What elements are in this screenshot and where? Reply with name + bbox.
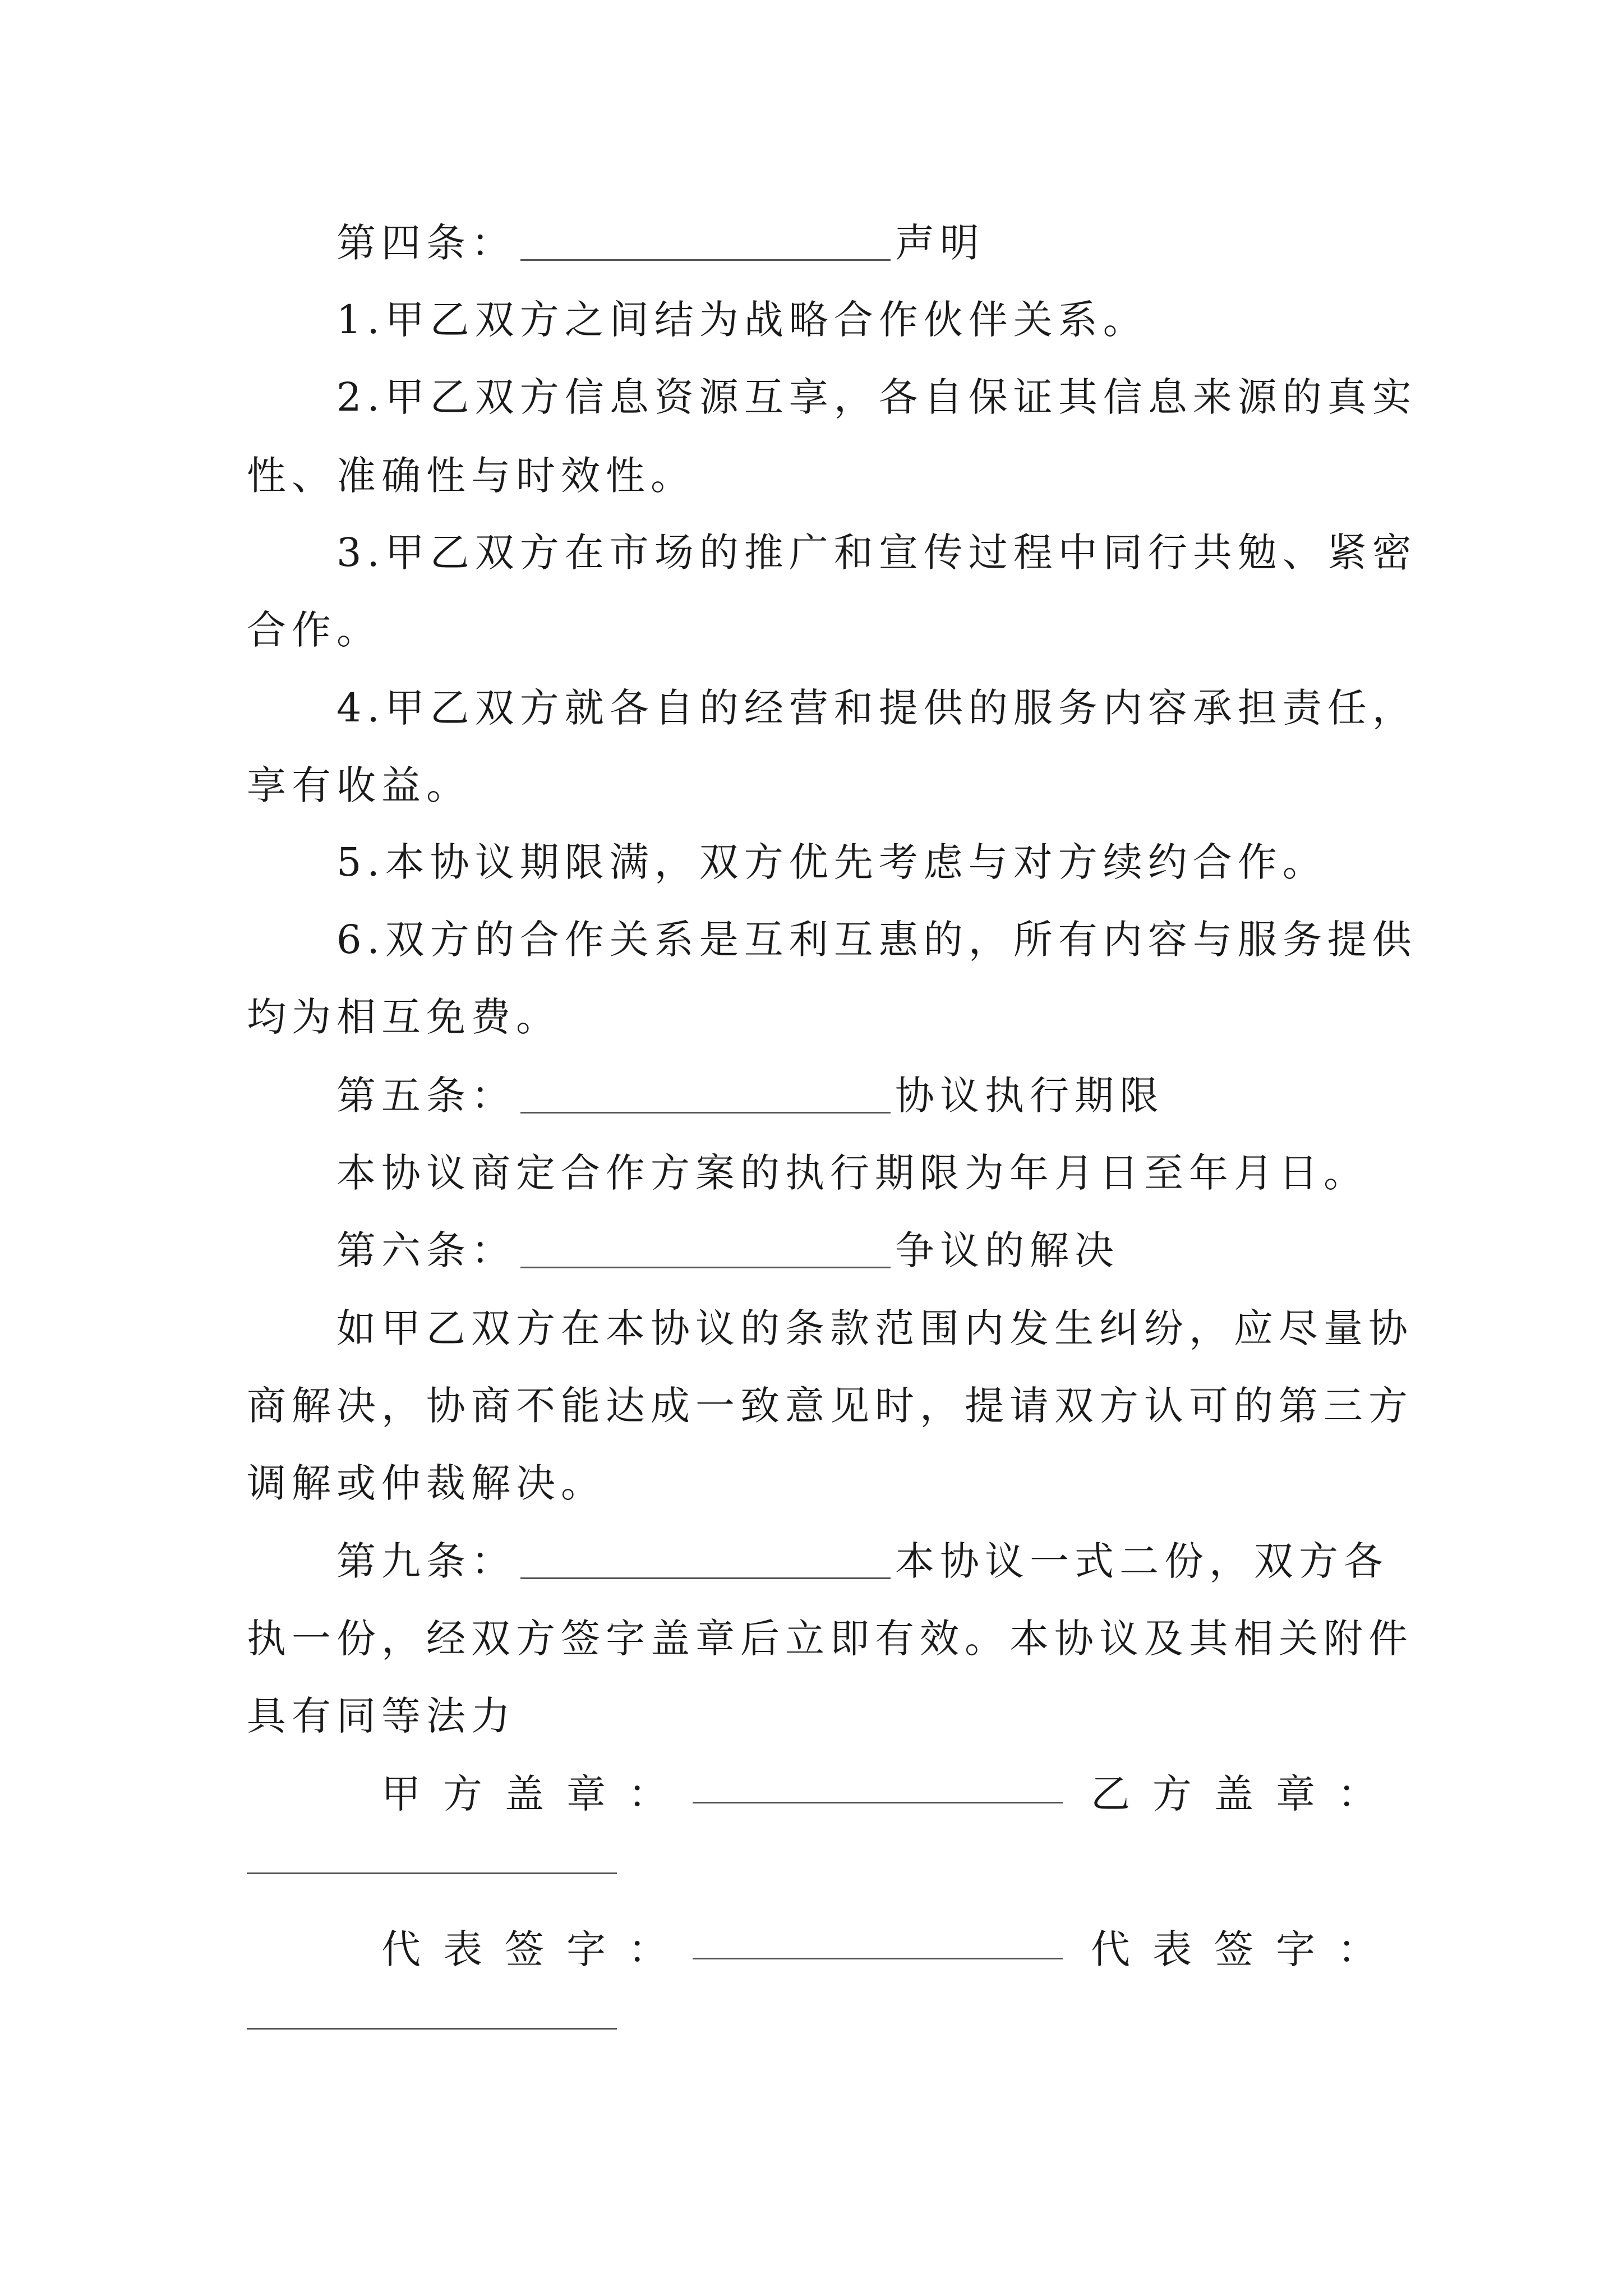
- article4-item-3-line1: 3.甲乙双方在市场的推广和宣传过程中同行共勉、紧密: [336, 530, 1417, 576]
- article9-prefix: 第九条：: [336, 1538, 516, 1584]
- party-a-rep-sign-label: 代表签字：: [381, 1926, 690, 1972]
- article4-item-3-line2: 合作。: [247, 607, 381, 653]
- article9-line1-suffix: 本协议一式二份，双方各: [895, 1538, 1389, 1584]
- article4-item-6-line2: 均为相互免费。: [247, 994, 561, 1040]
- article4-title: 声明: [895, 220, 985, 266]
- party-a-seal-label: 甲方盖章：: [381, 1771, 690, 1817]
- article6-body-line1: 如甲乙双方在本协议的条款范围内发生纠纷，应尽量协: [336, 1305, 1413, 1351]
- article4-item-2-line2: 性、准确性与时效性。: [247, 453, 695, 499]
- article5-prefix: 第五条：: [336, 1073, 516, 1119]
- article4-blank: [520, 226, 891, 261]
- article9-blank: [520, 1544, 891, 1579]
- article4-item-5: 5.本协议期限满，双方优先考虑与对方续约合作。: [336, 839, 1327, 885]
- article5-body: 本协议商定合作方案的执行期限为年月日至年月日。: [336, 1150, 1368, 1196]
- article6-body-line3: 调解或仲裁解决。: [247, 1460, 606, 1506]
- article6-blank: [520, 1233, 891, 1268]
- party-b-seal-blank: [247, 1872, 617, 1874]
- article6-body-line2: 商解决，协商不能达成一致意见时，提请双方认可的第三方: [247, 1383, 1413, 1429]
- article4-item-4-line1: 4.甲乙双方就各自的经营和提供的服务内容承担责任，: [336, 685, 1417, 731]
- article6-title: 争议的解决: [895, 1227, 1119, 1273]
- article9-line1: [336, 1534, 1391, 1588]
- article9-line2: 执一份，经双方签字盖章后立即有效。本协议及其相关附件: [247, 1616, 1413, 1662]
- article4-item-6-line1: 6.双方的合作关系是互利互惠的，所有内容与服务提供: [336, 917, 1417, 963]
- article4-item-1: 1.甲乙双方之间结为战略合作伙伴关系。: [336, 297, 1148, 343]
- article5-title: 协议执行期限: [895, 1073, 1164, 1119]
- party-a-seal-blank: [693, 1802, 1063, 1803]
- article4-item-4-line2: 享有收益。: [247, 762, 471, 808]
- party-a-rep-sign-blank: [693, 1958, 1063, 1959]
- article4-prefix: 第四条：: [336, 220, 516, 266]
- party-b-seal-label: 乙方盖章：: [1091, 1771, 1399, 1817]
- article6-prefix: 第六条：: [336, 1227, 516, 1273]
- party-b-rep-sign-blank: [247, 2028, 617, 2030]
- article9-line3: 具有同等法力: [247, 1693, 516, 1739]
- article5-blank: [520, 1078, 891, 1114]
- article5-heading: [336, 1069, 1391, 1122]
- article4-item-2-line1: 2.甲乙双方信息资源互享，各自保证其信息来源的真实: [336, 374, 1417, 420]
- article6-heading: [336, 1223, 1391, 1277]
- party-b-rep-sign-label: 代表签字：: [1091, 1926, 1399, 1972]
- article4-heading: [336, 216, 1391, 270]
